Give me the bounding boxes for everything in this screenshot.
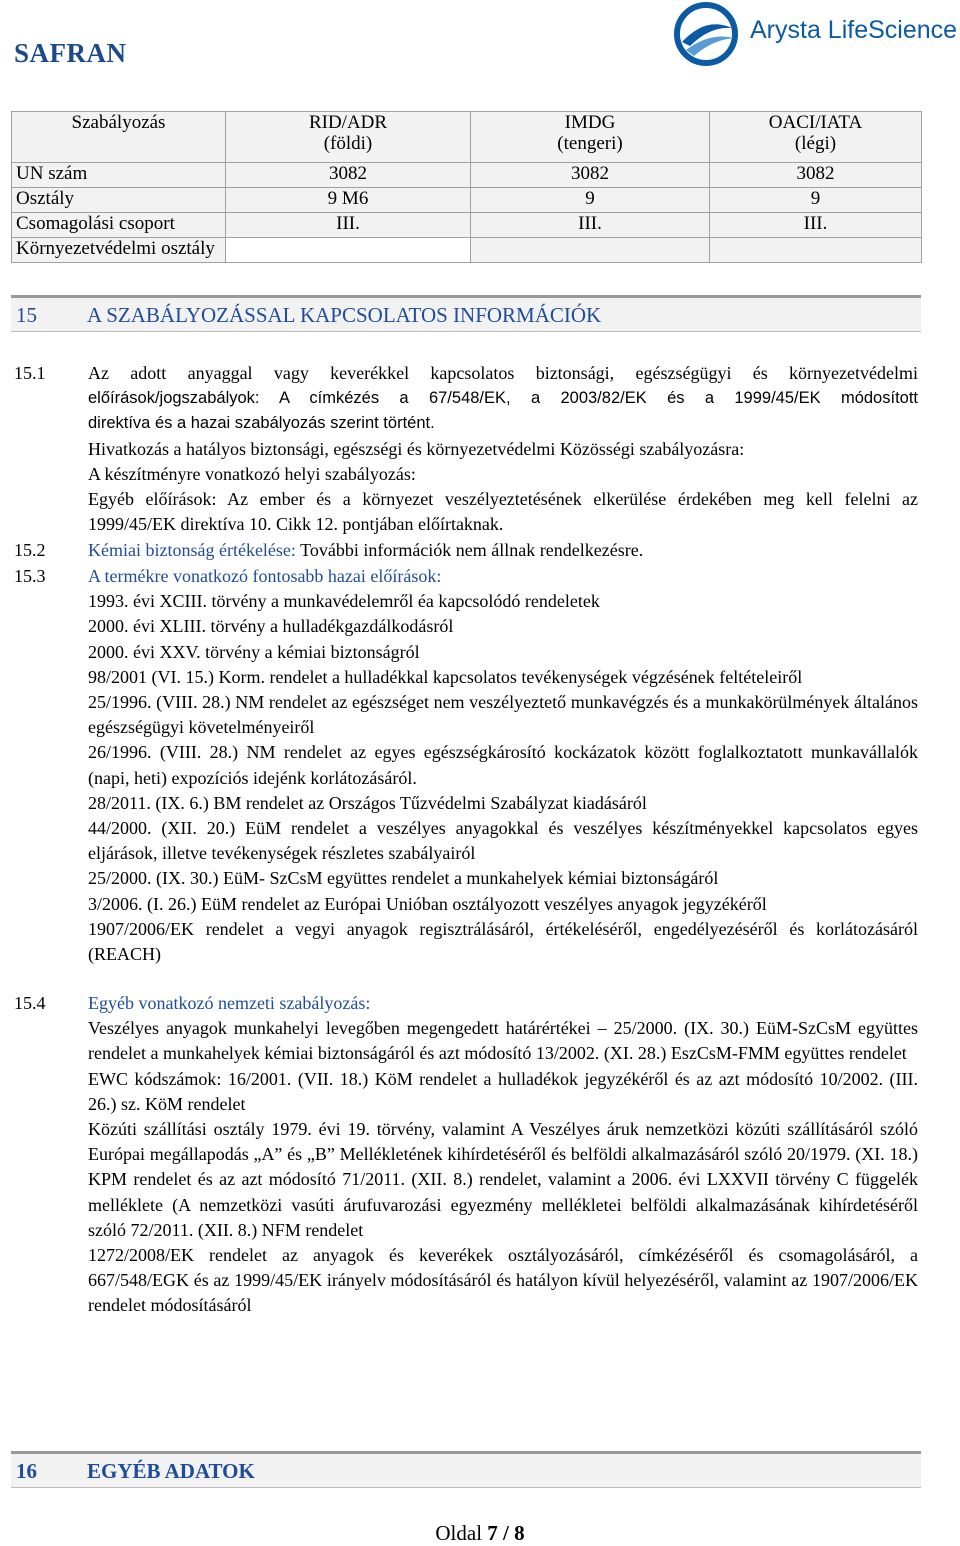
table-header-cell: OACI/IATA (légi): [710, 112, 922, 163]
list-item: Veszélyes anyagok munkahelyi levegőben megengedett határértékei – 25/2000. (IX. 30.) EüM-SzCsM együttes rendelet a munkahelyek kémiai biztonságáról és azt módosító 13/2002. (XI. 28.) EszCsM-FMM együttes rendelet: [88, 1018, 918, 1064]
table-cell: 3082: [710, 163, 922, 188]
list-item: 2000. évi XLIII. törvény a hulladékgazdálkodásról: [88, 616, 454, 637]
paragraph-line: Hivatkozás a hatályos biztonsági, egészségi és környezetvédelmi Közösségi szabályozásra:: [88, 438, 745, 459]
paragraph-line: Az adott anyaggal vagy keverékkel kapcsolatos biztonsági, egészségügyi és környezetvédelmi: [88, 363, 918, 383]
page-number: 7: [487, 1521, 498, 1545]
page-separator: /: [497, 1521, 515, 1545]
list-item: 44/2000. (XII. 20.) EüM rendelet a veszélyes anyagokkal és veszélyes készítményekkel kapcsolatos egyes eljárások, illetve tevékenységek részletes szabályairól: [88, 818, 918, 864]
table-row: [12, 213, 922, 238]
table-cell: III.: [471, 213, 710, 238]
safran-logo: SAFRAN: [14, 38, 127, 68]
table-cell: 3082: [226, 163, 471, 188]
table-cell: [710, 238, 922, 263]
table-cell: 9 M6: [226, 188, 471, 213]
list-item: EWC kódszámok: 16/2001. (VII. 18.) KöM rendelet a hulladékok jegyzékéről és az azt módosító 10/2002. (III. 26.) sz. KöM rendelet: [88, 1068, 918, 1114]
table-cell: UN szám: [12, 163, 226, 188]
transport-table: [11, 111, 922, 263]
table-row: [12, 188, 922, 213]
table-row: [12, 163, 922, 188]
subsection-number: 15.2: [14, 540, 46, 560]
section-15-header: [11, 295, 921, 332]
list-item: 25/2000. (IX. 30.) EüM- SzCsM együttes rendelet a munkahelyek kémiai biztonságáról: [88, 868, 719, 889]
subsection-label: Kémiai biztonság értékelése:: [88, 540, 296, 560]
page-footer: [0, 1521, 960, 1546]
table-cell: 9: [710, 188, 922, 213]
table-header-row: [12, 112, 922, 163]
section-number: 16: [16, 1459, 37, 1483]
list-item: 1993. évi XCIII. törvény a munkavédelemről éa kapcsolódó rendeletek: [88, 591, 600, 612]
arysta-logo: [666, 2, 960, 68]
paragraph-text: Egyéb előírások: Az ember és a környezet veszélyeztetésének elkerülése érdekében meg kell felelni az 1999/45/EK direktíva 10. Cikk 12. pontjában előírtaknak.: [88, 489, 918, 535]
arysta-globe-icon: [666, 2, 746, 66]
arysta-logo-text: Arysta LifeScience: [750, 16, 958, 44]
paragraph-line: A készítményre vonatkozó helyi szabályozás:: [88, 463, 416, 484]
table-row: [12, 238, 922, 263]
table-header-cell: RID/ADR (földi): [226, 112, 471, 163]
table-cell: 3082: [471, 163, 710, 188]
paragraph-line: direktíva és a hazai szabályozás szerint történt.: [88, 414, 435, 433]
list-item: 1907/2006/EK rendelet a vegyi anyagok regisztrálásáról, értékeléséről, engedélyezéséről és korlátozásáról (REACH): [88, 918, 918, 965]
list-item: 28/2011. (IX. 6.) BM rendelet az Országos Tűzvédelmi Szabályzat kiadásáról: [88, 792, 647, 813]
section-title: EGYÉB ADATOK: [87, 1459, 255, 1483]
table-cell: Csomagolási csoport: [12, 213, 226, 238]
subsection-number: 15.4: [14, 993, 46, 1013]
table-cell: III.: [710, 213, 922, 238]
section-number: 15: [16, 303, 37, 327]
list-item: 26/1996. (VIII. 28.) NM rendelet az egyes egészségkárosító kockázatok között foglalkoztatott munkavállalók (napi, heti) expozíciós idejénk korlátozásáról.: [88, 742, 918, 788]
table-cell: 9: [471, 188, 710, 213]
list-item: 3/2006. (I. 26.) EüM rendelet az Európai Unióban osztályozott veszélyes anyagok jegyzékéről: [88, 893, 767, 914]
list-item: 1272/2008/EK rendelet az anyagok és keverékek osztályozásáról, címkézéséről és csomagolásáról, a 667/548/EGK és az 1999/45/EK irányelv módosításáról és hatályon kívül helyezéséről, valamint az 1907/2006/EK rendelet módosításáról: [88, 1245, 918, 1316]
table-header-cell: IMDG (tengeri): [471, 112, 710, 163]
table-cell: Környezetvédelmi osztály: [12, 238, 226, 263]
table-header-cell: Szabályozás: [12, 112, 226, 163]
paragraph-text: A címkézés a 67/548/EK, a 2003/82/EK és a 1999/45/EK módosított: [259, 389, 918, 408]
page-total: 8: [514, 1521, 525, 1545]
list-item: 25/1996. (VIII. 28.) NM rendelet az egészséget nem veszélyeztető munkavégzés és a munkakörülmények általános egészségügyi követelményeiről: [88, 692, 918, 738]
subsection-number: 15.3: [14, 566, 46, 586]
label: előírások/jogszabályok:: [88, 389, 260, 408]
table-cell: Osztály: [12, 188, 226, 213]
paragraph-text: További információk nem állnak rendelkezésre.: [295, 540, 644, 560]
table-cell: [471, 238, 710, 263]
list-item: 2000. évi XXV. törvény a kémiai biztonságról: [88, 641, 420, 662]
subsection-label: A termékre vonatkozó fontosabb hazai előírások:: [88, 566, 442, 586]
table-cell: [226, 238, 471, 263]
page-label: Oldal: [435, 1521, 483, 1545]
subsection-label: Egyéb vonatkozó nemzeti szabályozás:: [88, 993, 371, 1013]
section-16-header: [11, 1451, 921, 1488]
subsection-number: 15.1: [14, 363, 46, 383]
table-cell: III.: [226, 213, 471, 238]
list-item: Közúti szállítási osztály 1979. évi 19. törvény, valamint A Veszélyes áruk nemzetközi közúti szállításáról szóló Európai megállapodás „A” és „B” Mellékletének kihírdetéséről és belföldi alkalmazásáról szóló 20/1979. (XI. 18.) KPM rendelet és az azt módosító 71/2011. (XII. 8.) rendelet, valamint a 2006. évi LXXVII törvény C függelék melléklete (A nemzetközi vasúti árufuvarozási egyezmény mellékletei belföldi alkalmazásának kihírdetéséről szóló 72/2011. (XII. 8.) NFM rendelet: [88, 1119, 918, 1240]
section-title: A SZABÁLYOZÁSSAL KAPCSOLATOS INFORMÁCIÓK: [87, 303, 602, 327]
list-item: 98/2001 (VI. 15.) Korm. rendelet a hulladékkal kapcsolatos tevékenységek végzésének feltételeiről: [88, 666, 803, 687]
